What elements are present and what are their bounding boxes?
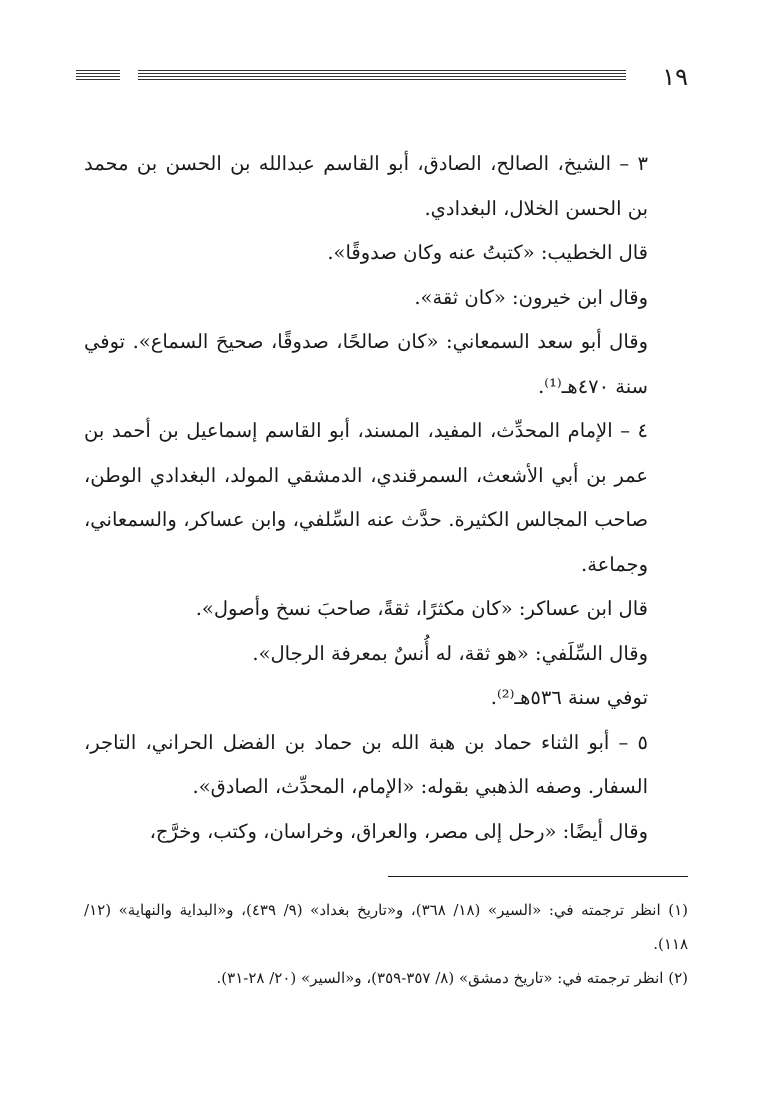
- footnote-1: (١) انظر ترجمته في: «السير» (١٨/ ٣٦٨)، و«تاريخ بغداد» (٩/ ٤٣٩)، و«البداية والنهاية» (١٢/ ١١٨).: [84, 901, 688, 953]
- page-number: ١٩: [662, 63, 688, 91]
- quote-silafi: وقال السِّلَفي: «هو ثقة، له أُنسٌ بمعرفة الرجال».: [252, 641, 648, 665]
- footnote-divider: [388, 876, 688, 877]
- header-rule-end: [76, 70, 120, 81]
- quote-khatib: قال الخطيب: «كتبتُ عنه وكان صدوقًا».: [327, 241, 648, 264]
- quote-ibn-khairun: وقال ابن خيرون: «كان ثقة».: [414, 285, 648, 309]
- footnote-2: (٢) انظر ترجمته في: «تاريخ دمشق» (٨/ ٣٥٧-٣٥٩)، و«السير» (٢٠/ ٢٨-٣١).: [216, 969, 688, 987]
- quote-samani: وقال أبو سعد السمعاني: «كان صالحًا، صدوقًا، صحيحَ السماع». توفي سنة ٤٧٠هـ⁽¹⁾.: [84, 330, 648, 398]
- entry-3-title: ٣ – الشيخ، الصالح، الصادق، أبو القاسم عبدالله بن الحسن بن محمد بن الحسن الخلال، البغدادي.: [84, 152, 648, 220]
- quote-dhahabi-continued: وقال أيضًا: «رحل إلى مصر، والعراق، وخراسان، وكتب، وخرَّج،: [149, 819, 648, 843]
- header-rule: [138, 70, 626, 81]
- entry-5-title: ٥ – أبو الثناء حماد بن هبة الله بن حماد بن الفضل الحراني، التاجر، السفار. وصفه الذهبي بقوله: «الإمام، المحدِّث، الصادق».: [84, 730, 648, 798]
- running-header: [76, 62, 688, 92]
- footnotes: [84, 893, 688, 995]
- main-text: [84, 142, 688, 854]
- death-year-entry-4: توفي سنة ٥٣٦هـ⁽²⁾.: [490, 686, 648, 709]
- quote-ibn-asakir: قال ابن عساكر: «كان مكثرًا، ثقةً، صاحبَ نسخ وأصول».: [195, 597, 648, 620]
- entry-4-title: ٤ – الإمام المحدِّث، المفيد، المسند، أبو القاسم إسماعيل بن أحمد بن عمر بن أبي الأشعث، السمرقندي، الدمشقي المولد، البغدادي الوطن، صاحب المجالس الكثيرة. حدَّث عنه السِّلفي، وابن عساكر، والسمعاني، وجماعة.: [84, 419, 648, 576]
